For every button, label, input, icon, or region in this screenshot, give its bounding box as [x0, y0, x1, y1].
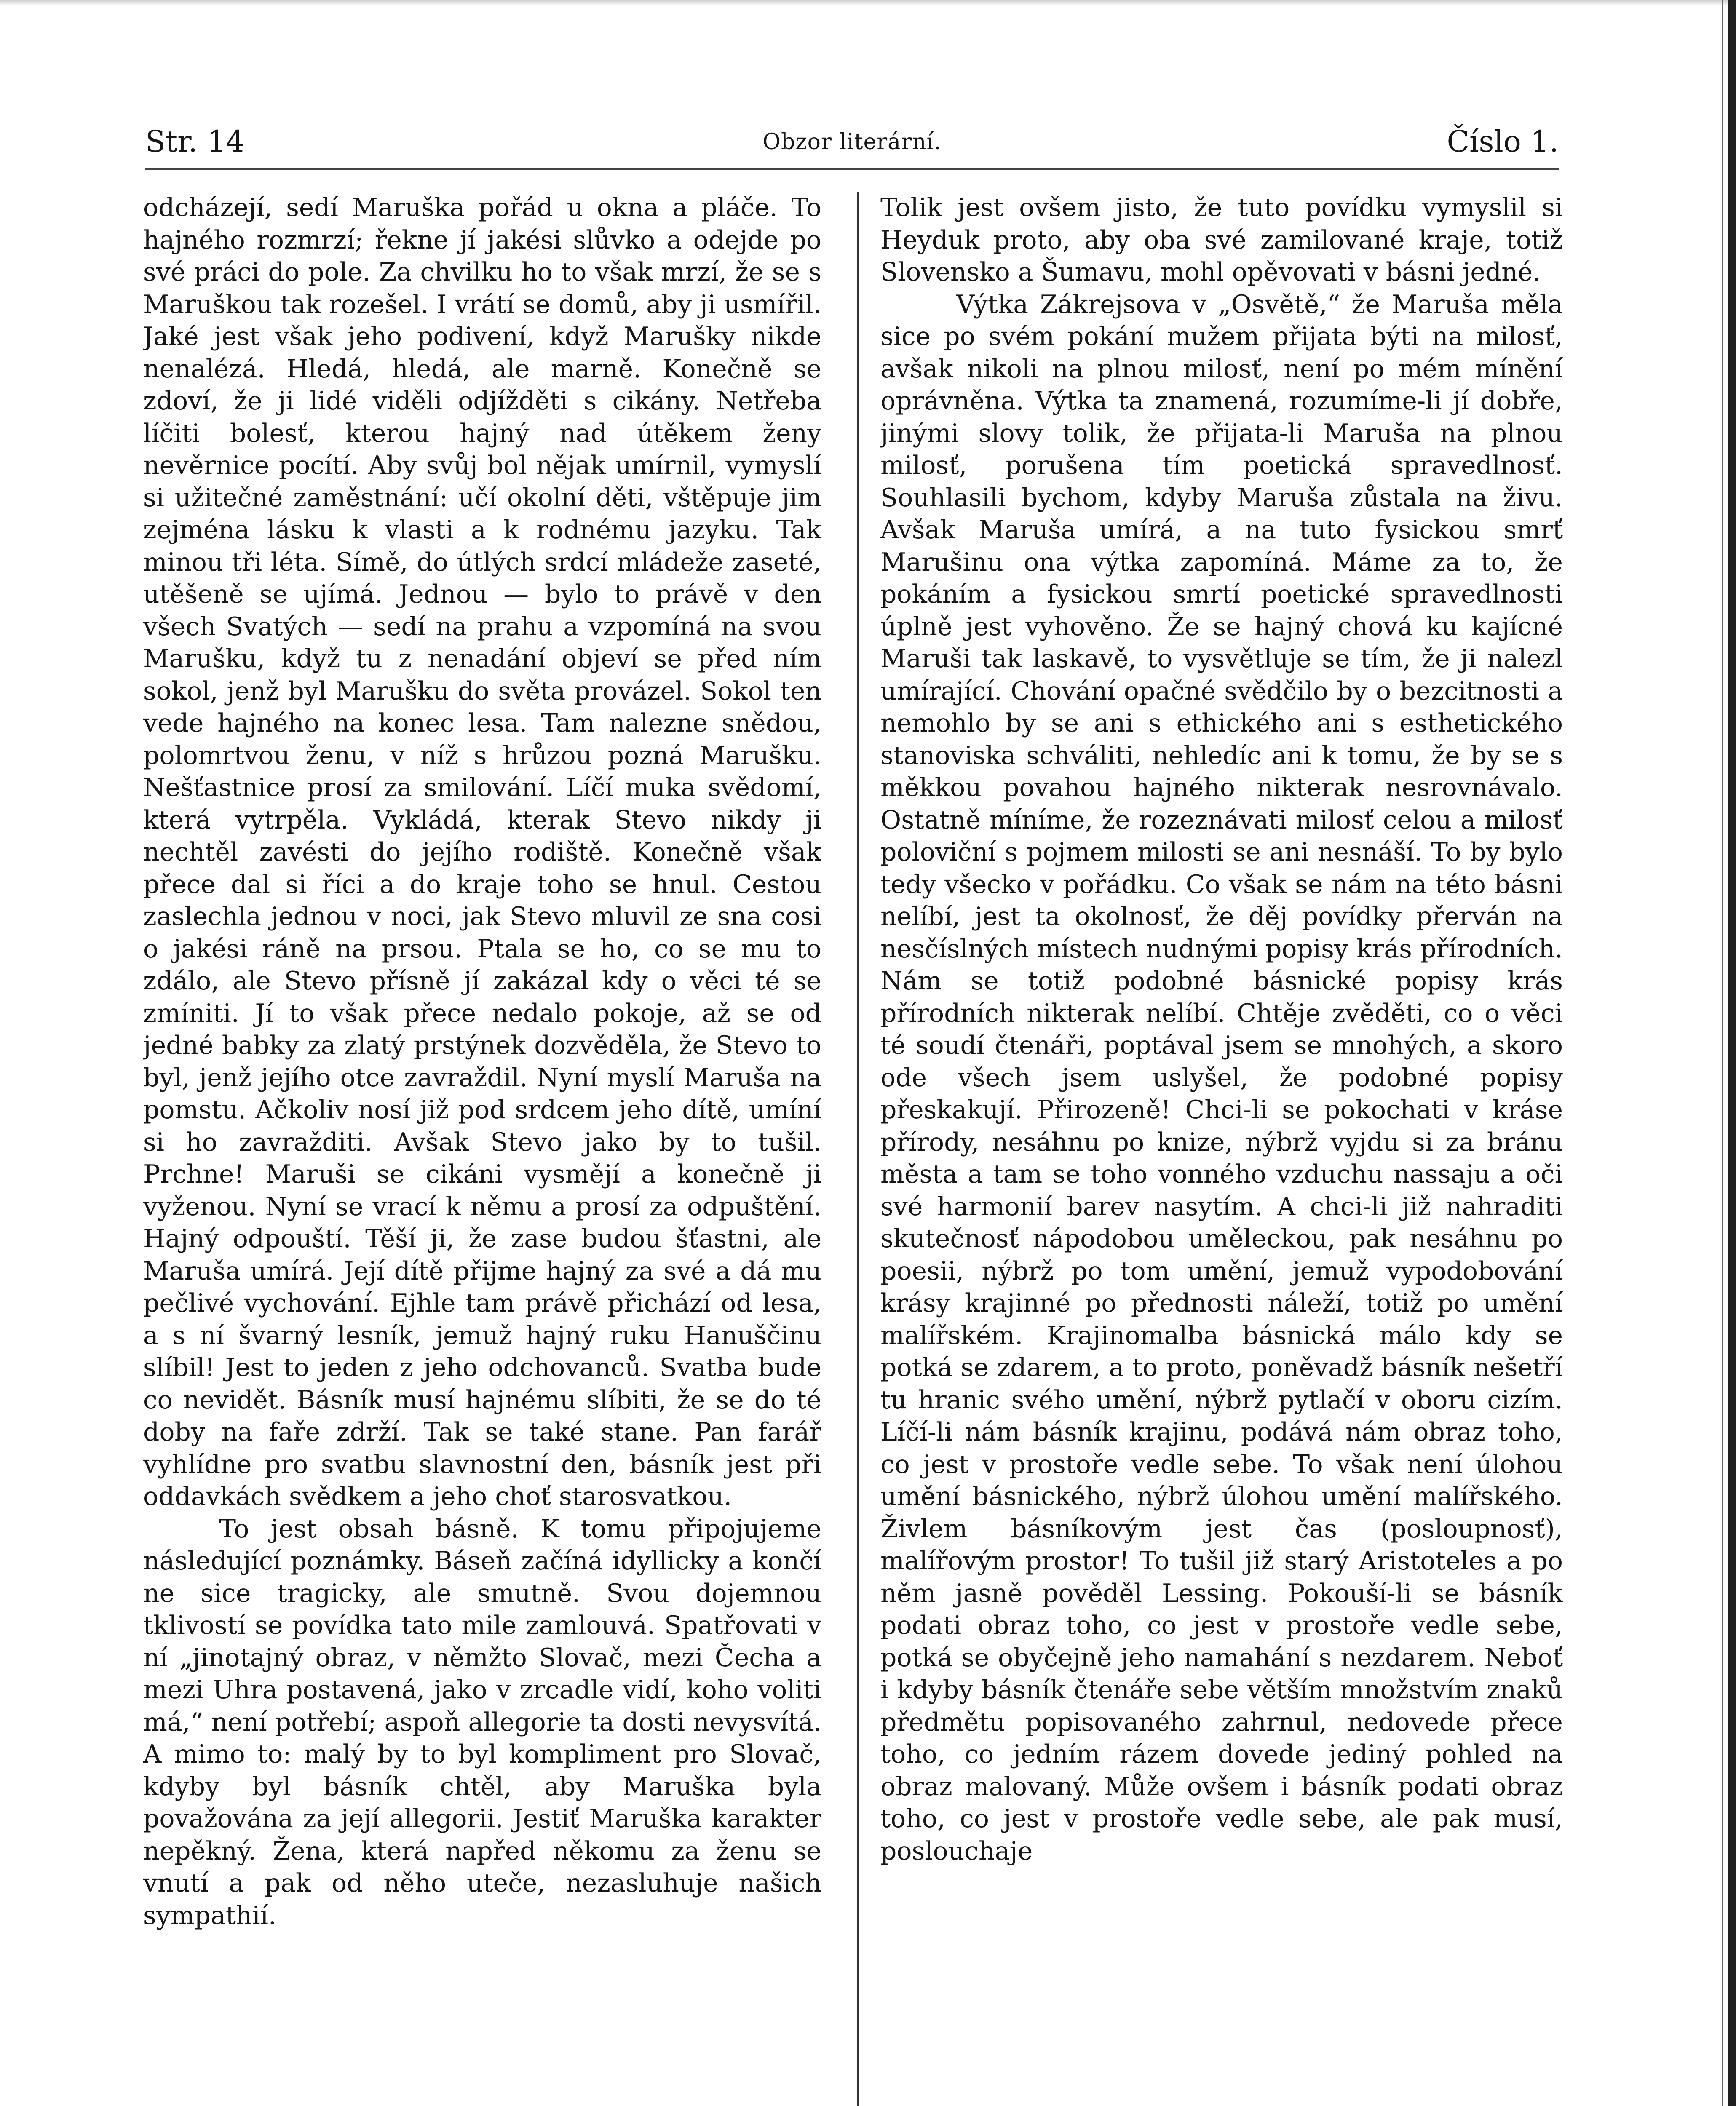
header-rule: [145, 168, 1559, 170]
scan-edge-line: [1722, 0, 1723, 2106]
right-column: [880, 192, 1563, 2106]
scan-right-border: [1728, 0, 1736, 2106]
left-column: [143, 192, 821, 2106]
journal-title: Obzor literární.: [762, 129, 942, 155]
left-paragraph-2: To jest obsah básně. K tomu připojujeme následující poznámky. Báseň začíná idyllicky a končí ne sice tragicky, ale smutně. Svou dojemnou tklivostí se povídka tato mile zamlouvá. Spatřovati v ní „jinotajný obraz, v němžto Slovač, mezi Čecha a mezi Uhra postavená, jako v zrcadle vidí, koho voliti má,“ není potřebí; aspoň allegorie ta dosti nevysvítá. A mimo to: malý by to byl kompliment pro Slovač, kdyby byl básník chtěl, aby Maruška byla považována za její allegorii. Jestiť Maruška karakter nepěkný. Žena, která napřed někomu za ženu se vnutí a pak od něho uteče, nezasluhuje našich sympathií.: [143, 1514, 821, 1930]
scan-top-edge: [0, 0, 1736, 6]
issue-number: Číslo 1.: [1447, 124, 1559, 159]
right-paragraph-2: Výtka Zákrejsova v „Osvětě,“ že Maruša měla sice po svém pokání mužem přijata býti na milosť, avšak nikoli na plnou milosť, není po mém mínění oprávněna. Výtka ta znamená, rozumíme-li jí dobře, jinými slovy tolik, že přijata-li Maruša na plnou milosť, porušena tím poetická spravedlnosť. Souhlasili bychom, kdyby Maruša zůstala na živu. Avšak Maruša umírá, a na tuto fysickou smrť Marušinu ona výtka zapomíná. Máme za to, že pokáním a fysickou smrtí poetické spravedlnosti úplně jest vyhověno. Že se hajný chová ku kajícné Maruši tak laskavě, to vysvětluje se tím, že ji nalezl umírající. Chování opačné svědčilo by o bezcitnosti a nemohlo by se ani s ethického ani s esthetického stanoviska schváliti, nehledíc ani k tomu, že by se s měkkou povahou hajného nikterak nesrovnávalo. Ostatně míníme, že rozeznávati milosť celou a milosť poloviční s pojmem milosti se ani nesnáší. To by bylo tedy všecko v pořádku. Co však se nám na této básni nelíbí, jest ta okolnosť, že děj povídky přerván na nesčíslných místech nudnými popisy krás přírodních. Nám se totiž podobné básnické popisy krás přírodních nikterak nelíbí. Chtěje zvěděti, co o věci té soudí čtenáři, poptával jsem se mnohých, a skoro ode všech jsem uslyšel, že podobné popisy přeskakují. Přirozeně! Chci-li se pokochati v kráse přírody, nesáhnu po knize, nýbrž vyjdu si za bránu města a tam se toho vonného vzduchu nassaju a oči své harmonií barev nasytím. A chci-li již nahraditi skutečnosť nápodobou uměleckou, pak nesáhnu po poesii, nýbrž po tom umění, jemuž vypodobování krásy krajinné po přednosti náleží, totiž po umění malířském. Krajinomalba básnická málo kdy se potká se zdarem, a to proto, poněvadž básník nešetří tu hranic svého umění, nýbrž pytlačí v oboru cizím. Líčí-li nám básník krajinu, podává nám obraz toho, co jest v prostoře vedle sebe. To však není úlohou umění básnického, nýbrž úlohou umění malířského. Živlem básníkovým jest čas (posloupnosť), malířovým prostor! To tušil již starý Aristoteles a po něm jasně pověděl Lessing. Pokouší-li se básník podati obraz toho, co jest v prostoře vedle sebe, potká se obyčejně jeho namahání s nezdarem. Neboť i kdyby básník čtenáře sebe větším množstvím znaků předmětu popisovaného zahrnul, nedovede přece toho, co jedním rázem dovede jediný pohled na obraz malovaný. Může ovšem i básník podati obraz toho, co jest v prostoře vedle sebe, ale pak musí, poslouchaje: [880, 289, 1563, 1866]
left-paragraph-1: odcházejí, sedí Maruška pořád u okna a pláče. To hajného rozmrzí; řekne jí jakési slůvko a odejde po své práci do pole. Za chvilku ho to však mrzí, že se s Maruškou tak rozešel. I vrátí se domů, aby ji usmířil. Jaké jest však jeho podivení, když Marušky nikde nenalézá. Hledá, hledá, ale marně. Konečně se zdoví, že ji lidé viděli odjížděti s cikány. Netřeba líčiti bolesť, kterou hajný nad útěkem ženy nevěrnice pocítí. Aby svůj bol nějak umírnil, vymyslí si užitečné zaměstnání: učí okolní děti, vštěpuje jim zejména lásku k vlasti a k rodnému jazyku. Tak minou tři léta. Símě, do útlých srdcí mládeže zaseté, utěšeně se ujímá. Jednou — bylo to právě v den všech Svatých — sedí na prahu a vzpomíná na svou Marušku, když tu z nenadání objeví se před ním sokol, jenž byl Marušku do světa provázel. Sokol ten vede hajného na konec lesa. Tam nalezne snědou, polomrtvou ženu, v níž s hrůzou pozná Marušku. Nešťastnice prosí za smilování. Líčí muka svědomí, která vytrpěla. Vykládá, kterak Stevo nikdy ji nechtěl zavésti do jejího rodiště. Konečně však přece dal si říci a do kraje toho se hnul. Cestou zaslechla jednou v noci, jak Stevo mluvil ze sna cosi o jakési ráně na prsou. Ptala se ho, co se mu to zdálo, ale Stevo přísně jí zakázal kdy o věci té se zmíniti. Jí to však přece nedalo pokoje, až se od jedné babky za zlatý prstýnek dozvěděla, že Stevo to byl, jenž jejího otce zavraždil. Nyní myslí Maruša na pomstu. Ačkoliv nosí již pod srdcem jeho dítě, umíní si ho zavražditi. Avšak Stevo jako by to tušil. Prchne! Maruši se cikáni vysmějí a konečně ji vyženou. Nyní se vrací k němu a prosí za odpuštění. Hajný odpouští. Těší ji, že zase budou šťastni, ale Maruša umírá. Její dítě přijme hajný za své a dá mu pečlivé vychování. Ejhle tam právě přichází od lesa, a s ní švarný lesník, jemuž hajný ruku Hanuščinu slíbil! Jest to jeden z jeho odchovanců. Svatba bude co nevidět. Básník musí hajnému slíbiti, že se do té doby na faře zdrží. Tak se také stane. Pan farář vyhlídne pro svatbu slavnostní den, básník jest při oddavkách svědkem a jeho choť starosvatkou.: [143, 193, 821, 1511]
right-paragraph-1: Tolik jest ovšem jisto, že tuto povídku vymyslil si Heyduk proto, aby oba své zamilované kraje, totiž Slovensko a Šumavu, mohl opěvovati v básni jedné.: [880, 193, 1563, 287]
page-number: Str. 14: [145, 124, 245, 159]
column-divider: [857, 192, 859, 2106]
page-header: [145, 124, 1559, 171]
